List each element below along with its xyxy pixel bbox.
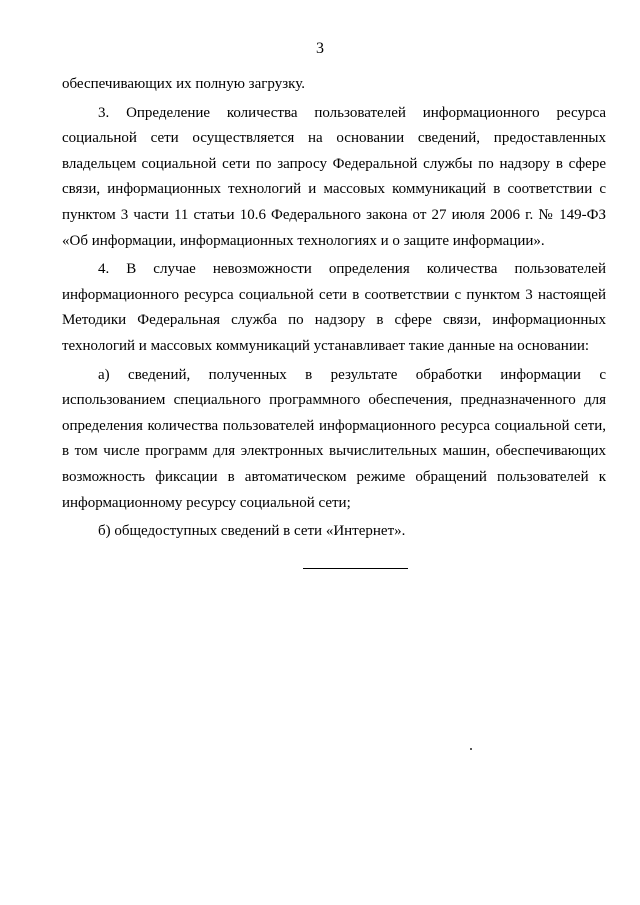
page-number: 3 [316, 40, 324, 57]
paragraph-subitem-a: а) сведений, полученных в результате обработки информации с использованием специального программного обеспечения, предназначенного для определения количества пользователей информационного ресурса социальной сети, в том числе программ для электронных вычислительных машин, обеспечивающих возможность фиксации в автоматическом режиме обращений пользователей к информационному ресурсу социальной сети; [62, 366, 606, 511]
paragraph-item-3: 3. Определение количества пользователей информационного ресурса социальной сети осуществляется на основании сведений, предоставленных владельцем социальной сети по запросу Федеральной службы по надзору в сфере связи, информационных технологий и массовых коммуникаций в соответствии с пунктом 3 части 11 статьи 10.6 Федерального закона от 27 июля 2006 г. № 149-ФЗ «Об информации, информационных технологиях и о защите информации». [62, 104, 606, 249]
paragraph-item-4: 4. В случае невозможности определения количества пользователей информационного ресурса социальной сети в соответствии с пунктом 3 настоящей Методики Федеральная служба по надзору в сфере связи, информационных технологий и массовых коммуникаций устанавливает такие данные на основании: [62, 261, 606, 354]
paragraph-continuation: обеспечивающих их полную загрузку. [62, 76, 305, 92]
end-rule [303, 568, 408, 569]
scan-speck [470, 748, 472, 750]
paragraph-subitem-b: б) общедоступных сведений в сети «Интернет». [98, 523, 406, 540]
document-body [62, 72, 606, 545]
